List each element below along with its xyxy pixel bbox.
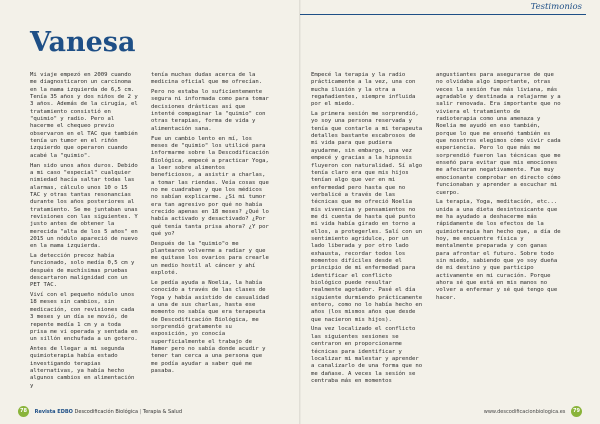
paragraph: La terapia, Yoga, meditación, etc... unida a una dieta desintoxicante que me ha ayudado a deshacerme más rápidamente de los efectos de la quimioterapia han hecho que, a día de hoy, me encuentre física y mentalmente preparada y con ganas para afrontar el futuro. Sobre todo sin miedo, sabiendo que yo soy dueña de mi destino y que participo activamente en mi curación. Porque ahora sé que está en mis manos no volver a enfermar y sé qué tengo que hacer.	[436, 199, 561, 301]
paragraph: tenía muchas dudas acerca de la medicina oficial que me ofrecían.	[151, 72, 263, 86]
footer-separator: |	[139, 409, 142, 415]
paragraph: Han sido unos años duros. Debido a mi caso "especial" cualquier nimiedad hacía saltar todas las alarmas, cálculo unos 10 o 15 TAC y otras tantas resonancias durante los años posteriores al tratamiento. Se me juntaban unas revisiones con las siguientes. Y justo antes de obtener la merecida "alta de los 5 años" en 2015 un nódulo apareció de nuevo en la mama izquierda.	[30, 162, 138, 250]
paragraph: Mi viaje empezó en 2009 cuando me diagnosticaron un carcinoma en la mama izquierda de 6,5 cm. Tenía 35 años y dos niños de 2 y 3 años. Además de la cirugía, el tratamiento consistió en "quimio" y radio. Pero al hacerme el chequeo previo observaron en el TAC que también tenía un tumor en el riñón izquierdo que operaron cuando acabé la "quimio".	[30, 72, 138, 159]
text-column-4	[436, 72, 562, 304]
magazine-subtitle: Descodificación Biológica	[74, 409, 139, 415]
footer-left	[18, 406, 182, 417]
footer-section: Terapia & Salud	[142, 409, 182, 415]
paragraph: Después de la "quimio"o me plantearon volverme a radiar y que me quitase los ovarios para crearle un medio hostil al cáncer y ahí exploté.	[151, 240, 269, 277]
paragraph: Fue un cambio lento en mí, los meses de "quimio" los utilicé para informarme sobre la Descodificación Biológica, empecé a practicar Yoga, a leer sobre alimentos beneficiosos, a asistir a charlas, a tomar las riendas. Veía cosas que no me cuadraban y que los médicos no sabían explicarme. ¿Si mi tumor era tan agresivo por qué no había crecido apenas en 18 meses? ¿Qué lo había activado y desactivado? ¿Por qué tenía tanta prisa ahora? ¿Y por qué yo?	[151, 135, 269, 237]
paragraph: Viví con el pequeño nódulo unos 18 meses sin cambios, sin medicación, con revisiones cada 3 meses y un día se movió, de repente medía 1 cm y a toda prisa me vi operada y sentada en un sillón enchufada a un gotero.	[30, 292, 138, 343]
text-column-1	[30, 72, 138, 392]
paragraph: Una vez localizado el conflicto las siguientes sesiones se centraron en proporcionarme técnicas para identificar y localizar mi malestar y aprender a canalizarlo de una forma que no me dañase. A veces la sesión se centraba más en momentos	[311, 326, 423, 384]
magazine-name: Revista EDBO	[34, 409, 73, 415]
header-rule	[300, 14, 586, 15]
footer-right	[484, 406, 582, 417]
article-title: Vanesa	[30, 27, 136, 58]
paragraph: angustiantes para asegurarse de que no olvidaba algo importante, otras veces la sesión fue más liviana, más agradable y destinada a relajarme y a salir renovada. Era importante que no viviera el tratamiento de radioterapia como una amenaza y Noelia me ayudó en eso también, porque lo que me enseñó también es que nosotros elegimos cómo vivir cada experiencia. Pero lo que más me sorprendió fueron las técnicas que me enseñó para evitar que mis emociones me afectaran negativamente. Fue muy emocionante comprobar en directo cómo funcionaban y aprender a escuchar mi cuerpo.	[436, 72, 561, 196]
page-number-right: 79	[571, 406, 582, 417]
section-label: Testimonios	[530, 2, 582, 12]
website-link[interactable]: www.descodificacionbiologica.es	[483, 409, 566, 415]
paragraph: Le pedía ayuda a Noelia, la había conocido a través de las clases de Yoga y había asistido de casualidad a una de sus charlas, hasta ese momento no sabía que era terapeuta de Descodificación Biológica, me sorprendió gratamente su exposición, yo conocía superficialmente el trabajo de Hamer pero no sabía donde acudir y tener tan cerca a una persona que me podía ayudar a saber qué me pasaba.	[151, 279, 269, 374]
page-number-left: 78	[18, 406, 29, 417]
paragraph: La detección precoz había funcionado, solo medía 0,5 cm y después de muchísimas pruebas descartaron malignidad con un PET TAC.	[30, 253, 135, 289]
paragraph: La primera sesión me sorprendió, yo soy una persona reservada y tenía que contarle a mi terapeuta detalles bastante escabrosos de mi vida para que pudiera ayudarme, sin embargo, una vez empecé y gracias a la hipnosis fluyeron con naturalidad. Sí algo tenía claro era que mis hijos tenían algo que ver en mi enfermedad pero hasta que no verbalicé a través de las técnicas que me ofreció Noelia mis vivencias y pensamientos no me di cuenta de hasta qué punto mi vida había girado en torno a ellos, a protegerles. Salí con un sentimiento agridulce, por un lado liberada y por otro lado exhausta, recordar todos los momentos difíciles desde el principio de mi enfermedad para identificar el conflicto biológico puede resultar realmente agotador. Pasé el día siguiente durmiendo prácticamente entero, como no lo había hecho en años (los mismos años que desde que nacieron mis hijos).	[311, 111, 423, 323]
paragraph: Pero no estaba lo suficientemente segura ni informada como para tomar decisiones drásticas así que intenté compaginar la "quimio" con otras terapias, forma de vida y alimentación sana.	[151, 89, 269, 132]
text-column-2	[151, 72, 269, 378]
header	[300, 0, 600, 14]
paragraph: Antes de llegar a mi segunda quimioterapia había estado investigando terapias alternativas, ya había hecho algunos cambios en alimentación y	[30, 345, 135, 389]
paragraph: Empecé la terapia y la radio prácticamente a la vez, una con mucha ilusión y la otra a regañadientes, siempre influida por el miedo.	[311, 72, 416, 108]
text-column-3	[311, 72, 424, 388]
page-gutter	[299, 0, 301, 424]
